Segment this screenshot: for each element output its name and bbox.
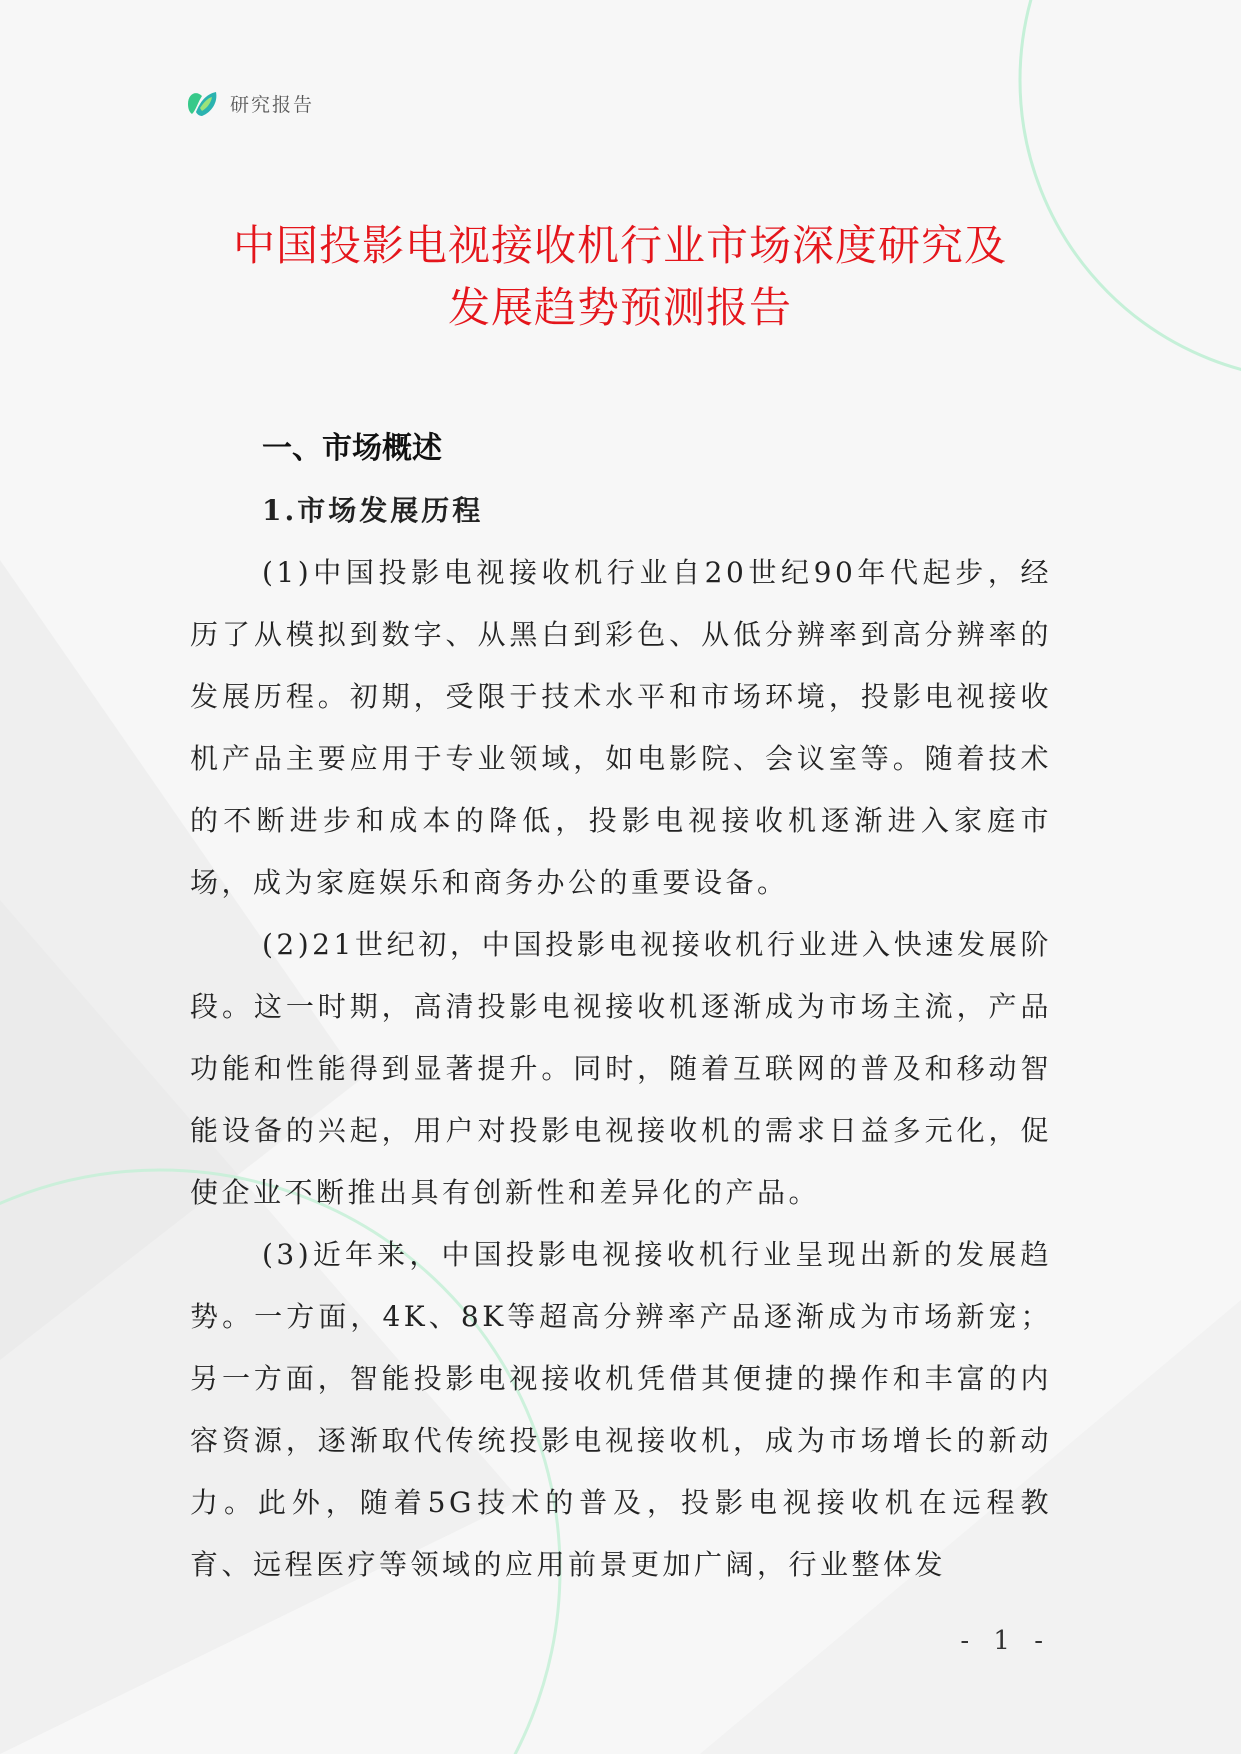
title-line-2: 发展趋势预测报告 — [447, 283, 792, 332]
paragraph-1: (1)中国投影电视接收机行业自20世纪90年代起步，经历了从模拟到数字、从黑白到彩色、从低分辨率到高分辨率的发展历程。初期，受限于技术水平和市场环境，投影电视接收机产品主要应用于专业领域，如电影院、会议室等。随着技术的不断进步和成本的降低，投影电视接收机逐渐进入家庭市场，成为家庭娱乐和商务办公的重要设备。 — [190, 556, 1052, 899]
subsection-heading: 1.市场发展历程 — [262, 494, 484, 527]
title-line-1: 中国投影电视接收机行业市场深度研究及 — [232, 221, 1007, 270]
paragraph-3: (3)近年来，中国投影电视接收机行业呈现出新的发展趋势。一方面，4K、8K等超高分辨率产品逐渐成为市场新宠；另一方面，智能投影电视接收机凭借其便捷的操作和丰富的内容资源，逐渐取代传统投影电视接收机，成为市场增长的新动力。此外，随着5G技术的普及，投影电视接收机在远程教育、远程医疗等领域的应用前景更加广阔，行业整体发 — [190, 1238, 1052, 1581]
document-title — [120, 215, 1120, 339]
header-logo — [186, 88, 314, 118]
paragraph-2: (2)21世纪初，中国投影电视接收机行业进入快速发展阶段。这一时期，高清投影电视接收机逐渐成为市场主流，产品功能和性能得到显著提升。同时，随着互联网的普及和移动智能设备的兴起，用户对投影电视接收机的需求日益多元化，促使企业不断推出具有创新性和差异化的产品。 — [190, 928, 1052, 1209]
page-number: - 1 - — [960, 1626, 1051, 1656]
header-label: 研究报告 — [230, 93, 315, 116]
document-body — [190, 418, 1052, 1596]
leaf-logo-icon — [186, 88, 220, 118]
section-heading: 一、市场概述 — [262, 431, 442, 466]
